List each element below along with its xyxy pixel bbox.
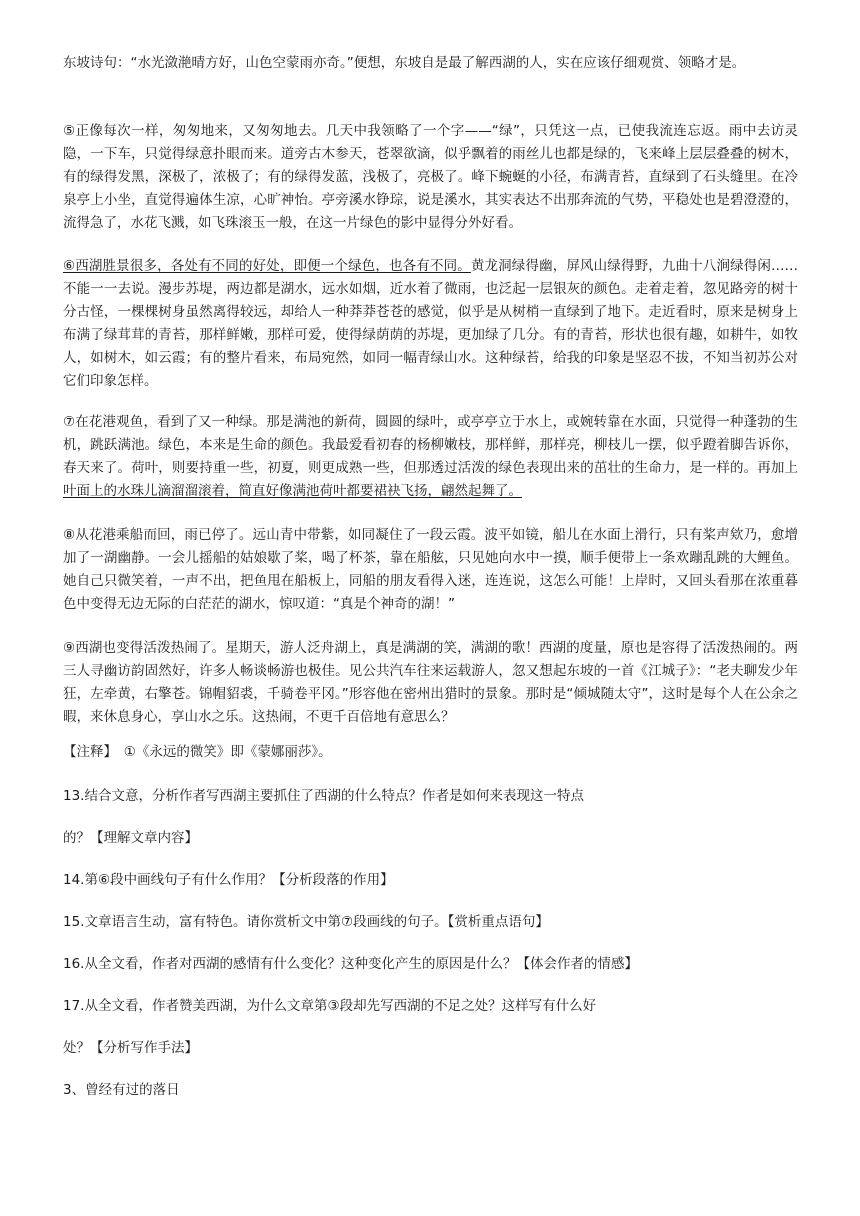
paragraph-9: ⑨西湖也变得活泼热闹了。星期天，游人泛舟湖上，真是满湖的笑，满湖的歌！西湖的度量，原也是容得了活泼热闹的。两三人寻幽访韵固然好，许多人畅谈畅游也极佳。见公共汽车往来运载游人，忽又想起东坡的一首《江城子》：“老夫聊发少年狂，左牵黄，右擎苍。锦帽貂裘，千骑卷平冈。”形容他在密州出猎时的景象。那时是“倾城随太守”，这时是每个人在公余之暇，来休息身心，享山水之乐。这热闹，不更千百倍地有意思么？	[63, 640, 798, 725]
paragraph-6	[63, 255, 798, 393]
paragraph-6-rest: 黄龙洞绿得幽，屏风山绿得野，九曲十八涧绿得闲……不能一一去说。漫步苏堤，两边都是湖水，远水如烟，近水着了微雨，也泛起一层银灰的颜色。走着走着，忽见路旁的树十分古怪，一棵棵树身虽然离得较远，却给人一种莽莽苍苍的感觉，似乎是从树梢一直绿到了地下。走近看时，原来是树身上布满了绿茸茸的青苔，那样鲜嫩，那样可爱，使得绿荫荫的苏堤，更加绿了几分。有的青苔，形状也很有趣，如耕牛，如牧人，如树木，如云霞；有的整片看来，布局宛然，如同一幅青绿山水。这种绿苔，给我的印象是坚忍不拔，不知当初苏公对它们印象怎样。	[63, 258, 799, 389]
question-15: 15.文章语言生动，富有特色。请你赏析文中第⑦段画线的句子。【赏析重点语句】	[63, 914, 549, 930]
underlined-sentence-7: 叶面上的水珠儿滴溜溜滚着，简直好像满池荷叶都要裙袂飞扬，翩然起舞了。	[63, 483, 522, 499]
paragraph-dongpo-poem: 东坡诗句：“水光潋滟晴方好，山色空蒙雨亦奇。”便想，东坡自是最了解西湖的人，实在应该仔细观赏、领略才是。	[63, 55, 746, 71]
question-17-line-1: 17.从全文看，作者赞美西湖，为什么文章第③段却先写西湖的不足之处？这样写有什么好	[63, 998, 597, 1014]
question-13-line-1: 13.结合文意，分析作者写西湖主要抓住了西湖的什么特点？作者是如何来表现这一特点	[63, 788, 584, 804]
paragraph-7	[63, 411, 798, 503]
question-14: 14.第⑥段中画线句子有什么作用？【分析段落的作用】	[63, 872, 394, 888]
annotation-note: 【注释】 ①《永远的微笑》即《蒙娜丽莎》。	[63, 744, 332, 760]
paragraph-5: ⑤正像每次一样，匆匆地来，又匆匆地去。几天中我领略了一个字——“绿”，只凭这一点，已使我流连忘返。雨中去访灵隐，一下车，只觉得绿意扑眼而来。道旁古木参天，苍翠欲滴，似乎飘着的雨丝儿也都是绿的，飞来峰上层层叠叠的树木，有的绿得发黑，深极了，浓极了；有的绿得发蓝，浅极了，亮极了。峰下蜿蜒的小径，布满青苔，直绿到了石头缝里。在冷泉亭上小坐，直觉得遍体生凉，心旷神怡。亭旁溪水铮琮，说是溪水，其实表达不出那奔流的气势，平稳处也是碧澄澄的，流得急了，水花飞溅，如飞珠滚玉一般，在这一片绿色的影中显得分外好看。	[63, 123, 798, 231]
next-section-heading: 3、曾经有过的落日	[63, 1082, 180, 1098]
underlined-sentence-6: ⑥西湖胜景很多，各处有不同的好处，即便一个绿色，也各有不同。	[63, 258, 471, 274]
question-13-line-2: 的？【理解文章内容】	[63, 830, 198, 846]
paragraph-8: ⑧从花港乘船而回，雨已停了。远山青中带紫，如同凝住了一段云霞。波平如镜，船儿在水面上滑行，只有桨声欸乃，愈增加了一湖幽静。一会儿摇船的姑娘歇了桨，喝了杯茶，靠在船舷，只见她向水中一摸，顺手便带上一条欢蹦乱跳的大鲤鱼。她自己只微笑着，一声不出，把鱼甩在船板上，同船的朋友看得入迷，连连说，这怎么可能！上岸时，又回头看那在浓重暮色中变得无边无际的白茫茫的湖水，惊叹道：“真是个神奇的湖！”	[63, 527, 798, 612]
question-17-line-2: 处？【分析写作手法】	[63, 1040, 198, 1056]
question-16: 16.从全文看，作者对西湖的感情有什么变化？这种变化产生的原因是什么？【体会作者的情感】	[63, 956, 638, 972]
paragraph-7-text: ⑦在花港观鱼，看到了又一种绿。那是满池的新荷，圆圆的绿叶，或亭亭立于水上，或婉转靠在水面，只觉得一种蓬勃的生机，跳跃满池。绿色，本来是生命的颜色。我最爱看初春的杨柳嫩枝，那样鲜，那样亮，柳枝儿一摆，似乎蹬着脚告诉你，春天来了。荷叶，则要持重一些，初夏，则更成熟一些，但那透过活泼的绿色表现出来的茁壮的生命力，是一样的。再加上	[63, 414, 798, 476]
